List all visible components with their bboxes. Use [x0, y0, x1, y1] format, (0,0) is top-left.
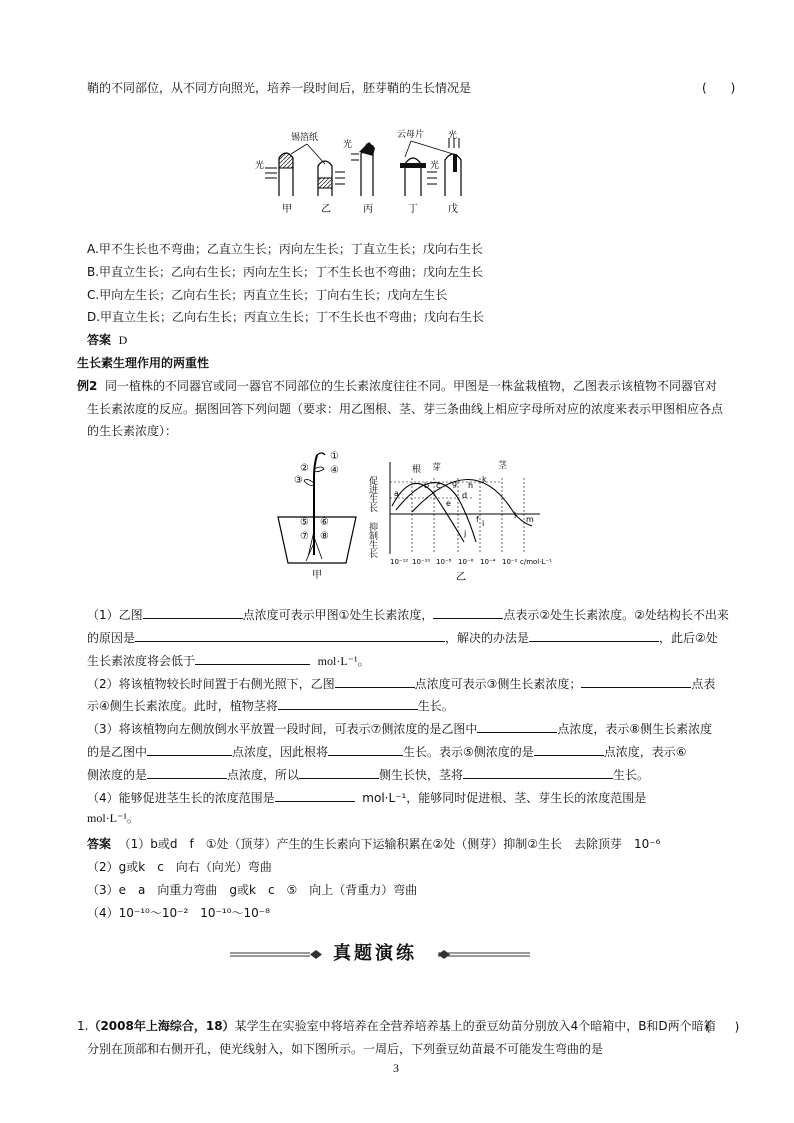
coleoptile-label-wu: 戊: [448, 204, 458, 215]
q3-text-j: 生长。: [613, 768, 650, 782]
point-label-b: b: [424, 481, 430, 490]
blank[interactable]: [299, 766, 379, 779]
ylabel-inhibit: 抑制生长: [367, 522, 377, 558]
blank[interactable]: [477, 720, 557, 733]
tick-1: 10⁻¹²: [390, 558, 409, 566]
example-label: 例2: [77, 379, 98, 393]
q3-line3: [87, 766, 649, 783]
blank[interactable]: [433, 606, 503, 619]
point-7: ⑦: [300, 531, 309, 542]
answer2-text-1: （1）b或d f ①处（顶芽）产生的生长素向下运输积累在②处（侧芽）抑制②生长 去除顶芽 10⁻⁶: [118, 837, 661, 851]
point-label-h: h: [468, 481, 474, 490]
answer-label: 答案: [87, 837, 112, 851]
answer-value: D: [118, 333, 128, 347]
blank[interactable]: [147, 743, 232, 756]
point-label-k: k: [482, 475, 487, 484]
section-title: 生长素生理作用的两重性: [77, 356, 210, 370]
light-label-bing: 光: [343, 140, 353, 150]
answer-label: 答案: [87, 333, 112, 347]
option-d: D.甲直立生长；乙向右生长；丙直立生长；丁不生长也不弯曲；戊向右生长: [87, 310, 485, 324]
coleoptile-label-ding: 丁: [408, 204, 418, 215]
point-label-l: l: [514, 511, 517, 520]
potted-plant-figure: [270, 447, 365, 582]
point-1: ①: [330, 451, 339, 462]
point-5: ⑤: [300, 517, 309, 528]
q3-text-d: 点浓度，因此根将: [232, 745, 329, 759]
q4-line1: [87, 789, 646, 806]
question-source: （2008年上海综合，18）: [88, 1019, 235, 1033]
blank[interactable]: [278, 697, 418, 710]
answer2-line2: （2）g或k c 向右（向光）弯曲: [87, 860, 272, 874]
question-number: 1.: [77, 1019, 89, 1033]
point-label-i: i: [482, 519, 485, 528]
example2-line1: [77, 378, 717, 394]
blank[interactable]: [581, 675, 691, 688]
point-label-a: a: [394, 489, 399, 498]
tick-6: 10⁻²: [502, 558, 518, 566]
q4-text-b: mol·L⁻¹，能够同时促进根、茎、芽生长的浓度范围是: [362, 791, 647, 805]
q1-text-c: 点表示②处生长素浓度。②处结构长不出来: [503, 608, 729, 622]
blank[interactable]: [195, 652, 310, 665]
q1-text-a: （1）乙图: [87, 608, 143, 622]
q3-text-h: 点浓度，所以: [227, 768, 300, 782]
q1-line3: [87, 652, 370, 669]
option-b: B.甲直立生长；乙向右生长；丙向左生长；丁不生长也不弯曲；戊向左生长: [87, 265, 484, 279]
answer2-line1: [87, 836, 660, 852]
point-label-g: g: [452, 479, 458, 488]
q2-text-c: 点表: [691, 677, 716, 691]
answer-1: [87, 332, 127, 348]
q3-line1: [87, 720, 712, 737]
q2-text-d: 示④侧生长素浓度。此时，植物茎将: [87, 699, 278, 713]
point-label-j: j: [464, 529, 467, 538]
q2-text-a: （2）将该植物较长时间置于右侧光照下，乙图: [87, 677, 335, 691]
auxin-response-chart: [367, 458, 557, 583]
ylabel-promote: 促进生长: [367, 476, 377, 512]
coleoptile-label-yi: 乙: [321, 204, 331, 215]
q3-text-i: 侧生长快，茎将: [379, 768, 464, 782]
q-last-line1: [77, 1018, 716, 1034]
point-label-m: m: [526, 515, 534, 524]
answer2-line4: （4）10⁻¹⁰～10⁻² 10⁻¹⁰～10⁻⁸: [87, 906, 270, 920]
mica-label: 云母片: [397, 130, 425, 140]
tick-3: 10⁻⁸: [436, 558, 452, 566]
tick-2: 10⁻¹⁰: [412, 558, 431, 566]
point-2: ②: [300, 463, 309, 474]
blank[interactable]: [463, 766, 613, 779]
q3-text-e: 生长。表示⑤侧浓度的是: [403, 745, 534, 759]
q4-line2: mol·L⁻¹。: [87, 811, 139, 825]
figure-label-yi: 乙: [456, 572, 466, 583]
example2-line3: 的生长素浓度）：: [87, 424, 178, 438]
point-label-c: c: [436, 481, 441, 490]
coleoptile-figure: [255, 124, 470, 214]
q3-text-c: 的是乙图中: [87, 745, 148, 759]
q1-text-b: 点浓度可表示甲图①处生长素浓度，: [242, 608, 434, 622]
tick-5: 10⁻⁴: [480, 558, 496, 566]
q3-text-b: 点浓度，表示⑧侧生长素浓度: [557, 722, 713, 736]
x-unit: c/mol·L⁻¹: [520, 558, 552, 566]
answer-parenthesis: ( ): [706, 1020, 740, 1034]
section-banner-title: 真题演练: [333, 943, 417, 964]
light-label-left: 光: [255, 161, 265, 171]
q2-line1: [87, 675, 715, 692]
point-8: ⑧: [320, 531, 329, 542]
curve-root-label: 根: [412, 465, 422, 475]
coleoptile-label-jia: 甲: [282, 204, 292, 215]
q1-text-f: ，此后②处: [659, 631, 718, 645]
blank[interactable]: [135, 629, 445, 642]
point-label-d: d: [462, 491, 468, 500]
q2-text-e: 生长。: [417, 699, 454, 713]
curve-stem-label: 茎: [498, 461, 508, 471]
q1-line1: [87, 606, 729, 623]
blank[interactable]: [335, 675, 415, 688]
blank[interactable]: [534, 743, 604, 756]
light-label-top: 光: [448, 131, 458, 141]
point-label-e: e: [446, 499, 451, 508]
q1-text-g: 生长素浓度将会低于: [87, 654, 196, 668]
blank[interactable]: [275, 789, 355, 802]
light-label-ding: 光: [430, 161, 440, 171]
q2-text-b: 点浓度可表示③侧生长素浓度；: [414, 677, 582, 691]
point-4: ④: [330, 465, 339, 476]
answer2-line3: （3）e a 向重力弯曲 g或k c ⑤ 向上（背重力）弯曲: [87, 883, 418, 897]
blank[interactable]: [328, 743, 403, 756]
q3-line2: [87, 743, 687, 760]
q3-text-g: 侧浓度的是: [87, 768, 148, 782]
figure-label-jia: 甲: [312, 570, 322, 581]
example2-line2: 生长素浓度的反应。据图回答下列问题（要求：用乙图根、茎、芽三条曲线上相应字母所对应的浓度来表示甲图相应各点: [87, 402, 724, 416]
page-number: 3: [393, 1061, 399, 1075]
coleoptile-label-bing: 丙: [363, 204, 373, 215]
answer-parenthesis: ( ): [702, 81, 736, 95]
q1-line2: [87, 629, 718, 646]
blank[interactable]: [143, 606, 243, 619]
foil-label: 锡箔纸: [291, 133, 319, 143]
example2-text: 同一植株的不同器官或同一器官不同部位的生长素浓度往往不同。甲图是一株盆栽植物，乙图表示该植物不同器官对: [105, 379, 718, 393]
option-c: C.甲向左生长；乙向右生长；丙直立生长；丁向右生长；戊向左生长: [87, 288, 448, 302]
point-3: ③: [294, 475, 303, 486]
blank[interactable]: [147, 766, 227, 779]
q1-text-d: 的原因是: [87, 631, 136, 645]
point-6: ⑥: [320, 517, 329, 528]
question-stem-line: 鞘的不同部位，从不同方向照光，培养一段时间后，胚芽鞘的生长情况是: [87, 81, 472, 95]
option-a: A.甲不生长也不弯曲；乙直立生长；丙向左生长；丁直立生长；戊向右生长: [87, 242, 483, 256]
q1-text-h: mol·L⁻¹。: [317, 654, 370, 668]
q-last-text-1: 某学生在实验室中将培养在全营养培养基上的蚕豆幼苗分别放入4个暗箱中，B和D两个暗箱: [234, 1019, 716, 1033]
point-label-f: f: [476, 515, 479, 524]
blank[interactable]: [529, 629, 659, 642]
q3-text-f: 点浓度，表示⑥: [603, 745, 687, 759]
tick-4: 10⁻⁶: [458, 558, 474, 566]
q3-text-a: （3）将该植物向左侧放倒水平放置一段时间，可表示⑦侧浓度的是乙图中: [87, 722, 478, 736]
q1-text-e: ，解决的办法是: [445, 631, 530, 645]
q4-text-a: （4）能够促进茎生长的浓度范围是: [87, 791, 275, 805]
curve-bud-label: 芽: [432, 463, 442, 473]
q2-line2: [87, 697, 454, 714]
q-last-line2: 分别在顶部和右侧开孔，使光线射入，如下图所示。一周后，下列蚕豆幼苗最不可能发生弯曲的是: [87, 1042, 604, 1056]
